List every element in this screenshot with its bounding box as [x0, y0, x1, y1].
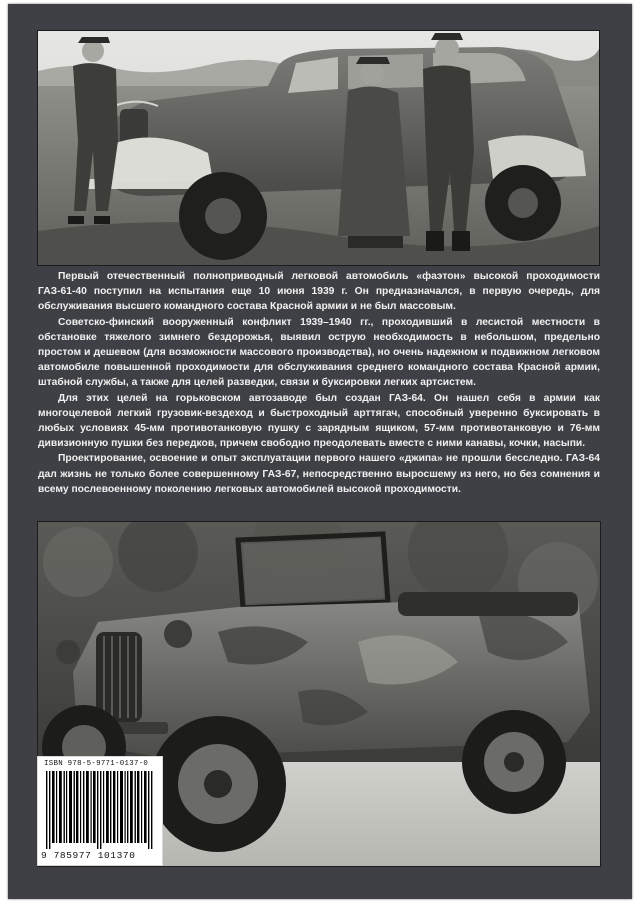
ean-digits: 9 785977 101370: [41, 850, 136, 861]
photo-gaz-61-40-with-officers: [37, 30, 600, 266]
paragraph-gaz-64-role: Для этих целей на горьковском автозаводе был создан ГАЗ-64. Он нашел себя в армии как многоцелевой легкий грузовик-вездеход и быстроходный арттягач, способный уверенно буксировать в любых условиях 45-мм противотанковую пушку с зарядным ящиком, 57-мм противотанковую и 76-мм дивизионную пушки без передков, причем свободно преодолевать вместе с ними канавы, кочки, насыпи.: [38, 392, 600, 450]
isbn-barcode: [37, 756, 163, 866]
paragraph-soviet-finnish-war: Советско-финский вооруженный конфликт 1939–1940 гг., проходивший в лесистой местности в обстановке тяжелого зимнего бездорожья, выявил острую необходимость в небольшом, предельно простом и дешевом (для возможности массового производства), но очень надежном и подвижном легковом автомобиле повышенной проходимости для обслуживания среднего командного состава Красной армии, штабной службы, а также для целей разведки, связи и буксировки легких артсистем.: [38, 316, 600, 389]
paragraph-legacy: Проектирование, освоение и опыт эксплуатации первого нашего «джипа» не прошли бесследно. ГАЗ-64 дал жизнь не только более совершенному ГАЗ-67, непосредственно выросшему из него, но без сомнения и всему послевоенному поколению легковых автомобилей высокой проходимости.: [38, 453, 600, 495]
barcode-bars: [46, 771, 154, 849]
description-text: [38, 269, 600, 497]
isbn-number: ISBN 978-5-9771-0137-0: [44, 760, 149, 768]
paragraph-gaz-61-40: Первый отечественный полноприводный легковой автомобиль «фаэтон» высокой проходимости ГАЗ-61-40 поступил на испытания еще 10 июня 1939 г. Он предназначался, в первую очередь, для обслуживания высшего командного состава Красной армии и не был массовым.: [38, 271, 600, 313]
back-cover: [8, 4, 632, 899]
